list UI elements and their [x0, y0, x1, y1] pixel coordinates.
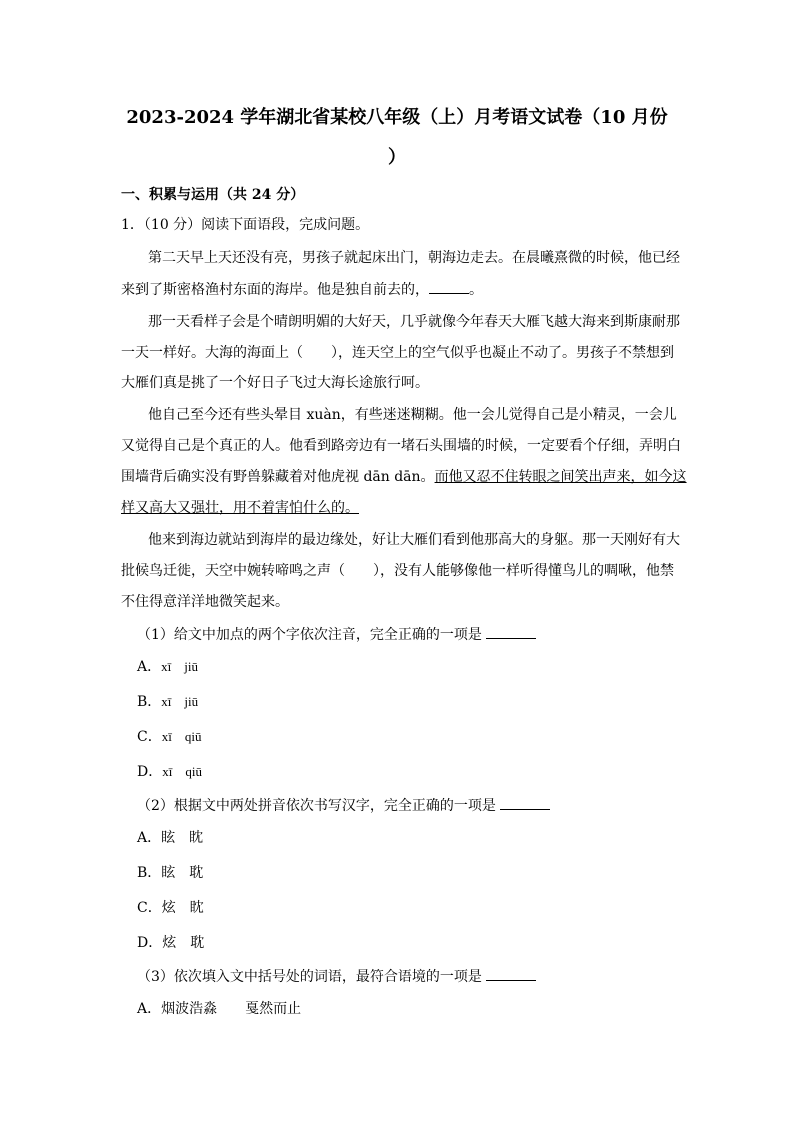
- subquestion-2-stem: （2）根据文中两处拼音依次书写汉字，完全正确的一项是: [137, 795, 697, 816]
- option-a[interactable]: A．眩 眈: [137, 830, 204, 846]
- option-d[interactable]: D．炫 耽: [137, 935, 205, 951]
- option-c[interactable]: C．炫 眈: [137, 900, 204, 916]
- option-c[interactable]: C．xī qiū: [137, 729, 202, 745]
- answer-blank[interactable]: [500, 795, 550, 810]
- passage-line: [121, 467, 687, 487]
- option-b[interactable]: B．xī jiū: [137, 694, 199, 710]
- passage-line: 那一天看样子会是个晴朗明媚的大好天，几乎就像今年春天大雁飞越大海来到斯康耐那: [148, 314, 680, 330]
- option-d[interactable]: D．xī qiū: [137, 764, 202, 780]
- section-heading: 一、积累与运用（共 24 分）: [121, 187, 305, 203]
- passage-line: 不住得意洋洋地微笑起来。: [121, 594, 289, 610]
- passage-text: 。: [469, 282, 483, 298]
- subquestion-3-stem: （3）依次填入文中括号处的词语，最符合语境的一项是: [137, 966, 697, 987]
- passage-line: [121, 279, 681, 300]
- passage-line: 批候鸟迁徙，天空中婉转啼鸣之声（ ），没有人能够像他一样听得懂鸟儿的啁啾，他禁: [121, 563, 674, 579]
- exam-title-line1: 2023-2024 学年湖北省某校八年级（上）月考语文试卷（10 月份: [126, 107, 668, 128]
- passage-line: 一天一样好。大海的海面上（ ），连天空上的空气似乎也凝止不动了。男孩子不禁想到: [121, 345, 674, 361]
- option-b[interactable]: B．眩 耽: [137, 865, 204, 881]
- passage-line: 他自己至今还有些头晕目 xuàn，有些迷迷糊糊。他一会儿觉得自己是小精灵，一会儿: [148, 407, 677, 423]
- passage-line: 又觉得自己是个真正的人。他看到路旁边有一堵石头围墙的时候，一定要看个仔细，弄明白: [121, 438, 681, 454]
- answer-blank[interactable]: [486, 624, 536, 639]
- underlined-sentence: 样又高大又强壮，用不着害怕什么的。: [121, 500, 359, 516]
- answer-blank[interactable]: [429, 279, 469, 294]
- passage-line: 他来到海边就站到海岸的最边缘处，好让大雁们看到他那高大的身躯。那一天刚好有大: [148, 532, 680, 548]
- question-intro: 1．（10 分）阅读下面语段，完成问题。: [121, 217, 370, 233]
- exam-title-line2: ）: [388, 147, 406, 168]
- option-a[interactable]: A．xī jiū: [137, 659, 198, 675]
- underlined-sentence: 而他又忍不住转眼之间笑出声来，如今这: [434, 469, 687, 485]
- passage-text: 围墙背后确实没有野兽躲藏着对他虎视 dān dān。: [121, 469, 435, 485]
- passage-text: 来到了斯密格渔村东面的海岸。他是独自前去的，: [121, 282, 429, 298]
- answer-blank[interactable]: [486, 966, 536, 981]
- option-a[interactable]: A．烟波浩淼 戛然而止: [137, 1001, 302, 1017]
- subquestion-1-stem: （1）给文中加点的两个字依次注音，完全正确的一项是: [137, 624, 697, 645]
- passage-line: 大雁们真是挑了一个好日子飞过大海长途旅行呵。: [121, 375, 429, 391]
- passage-line: 第二天早上天还没有亮，男孩子就起床出门，朝海边走去。在晨曦熹微的时候，他已经: [148, 250, 680, 266]
